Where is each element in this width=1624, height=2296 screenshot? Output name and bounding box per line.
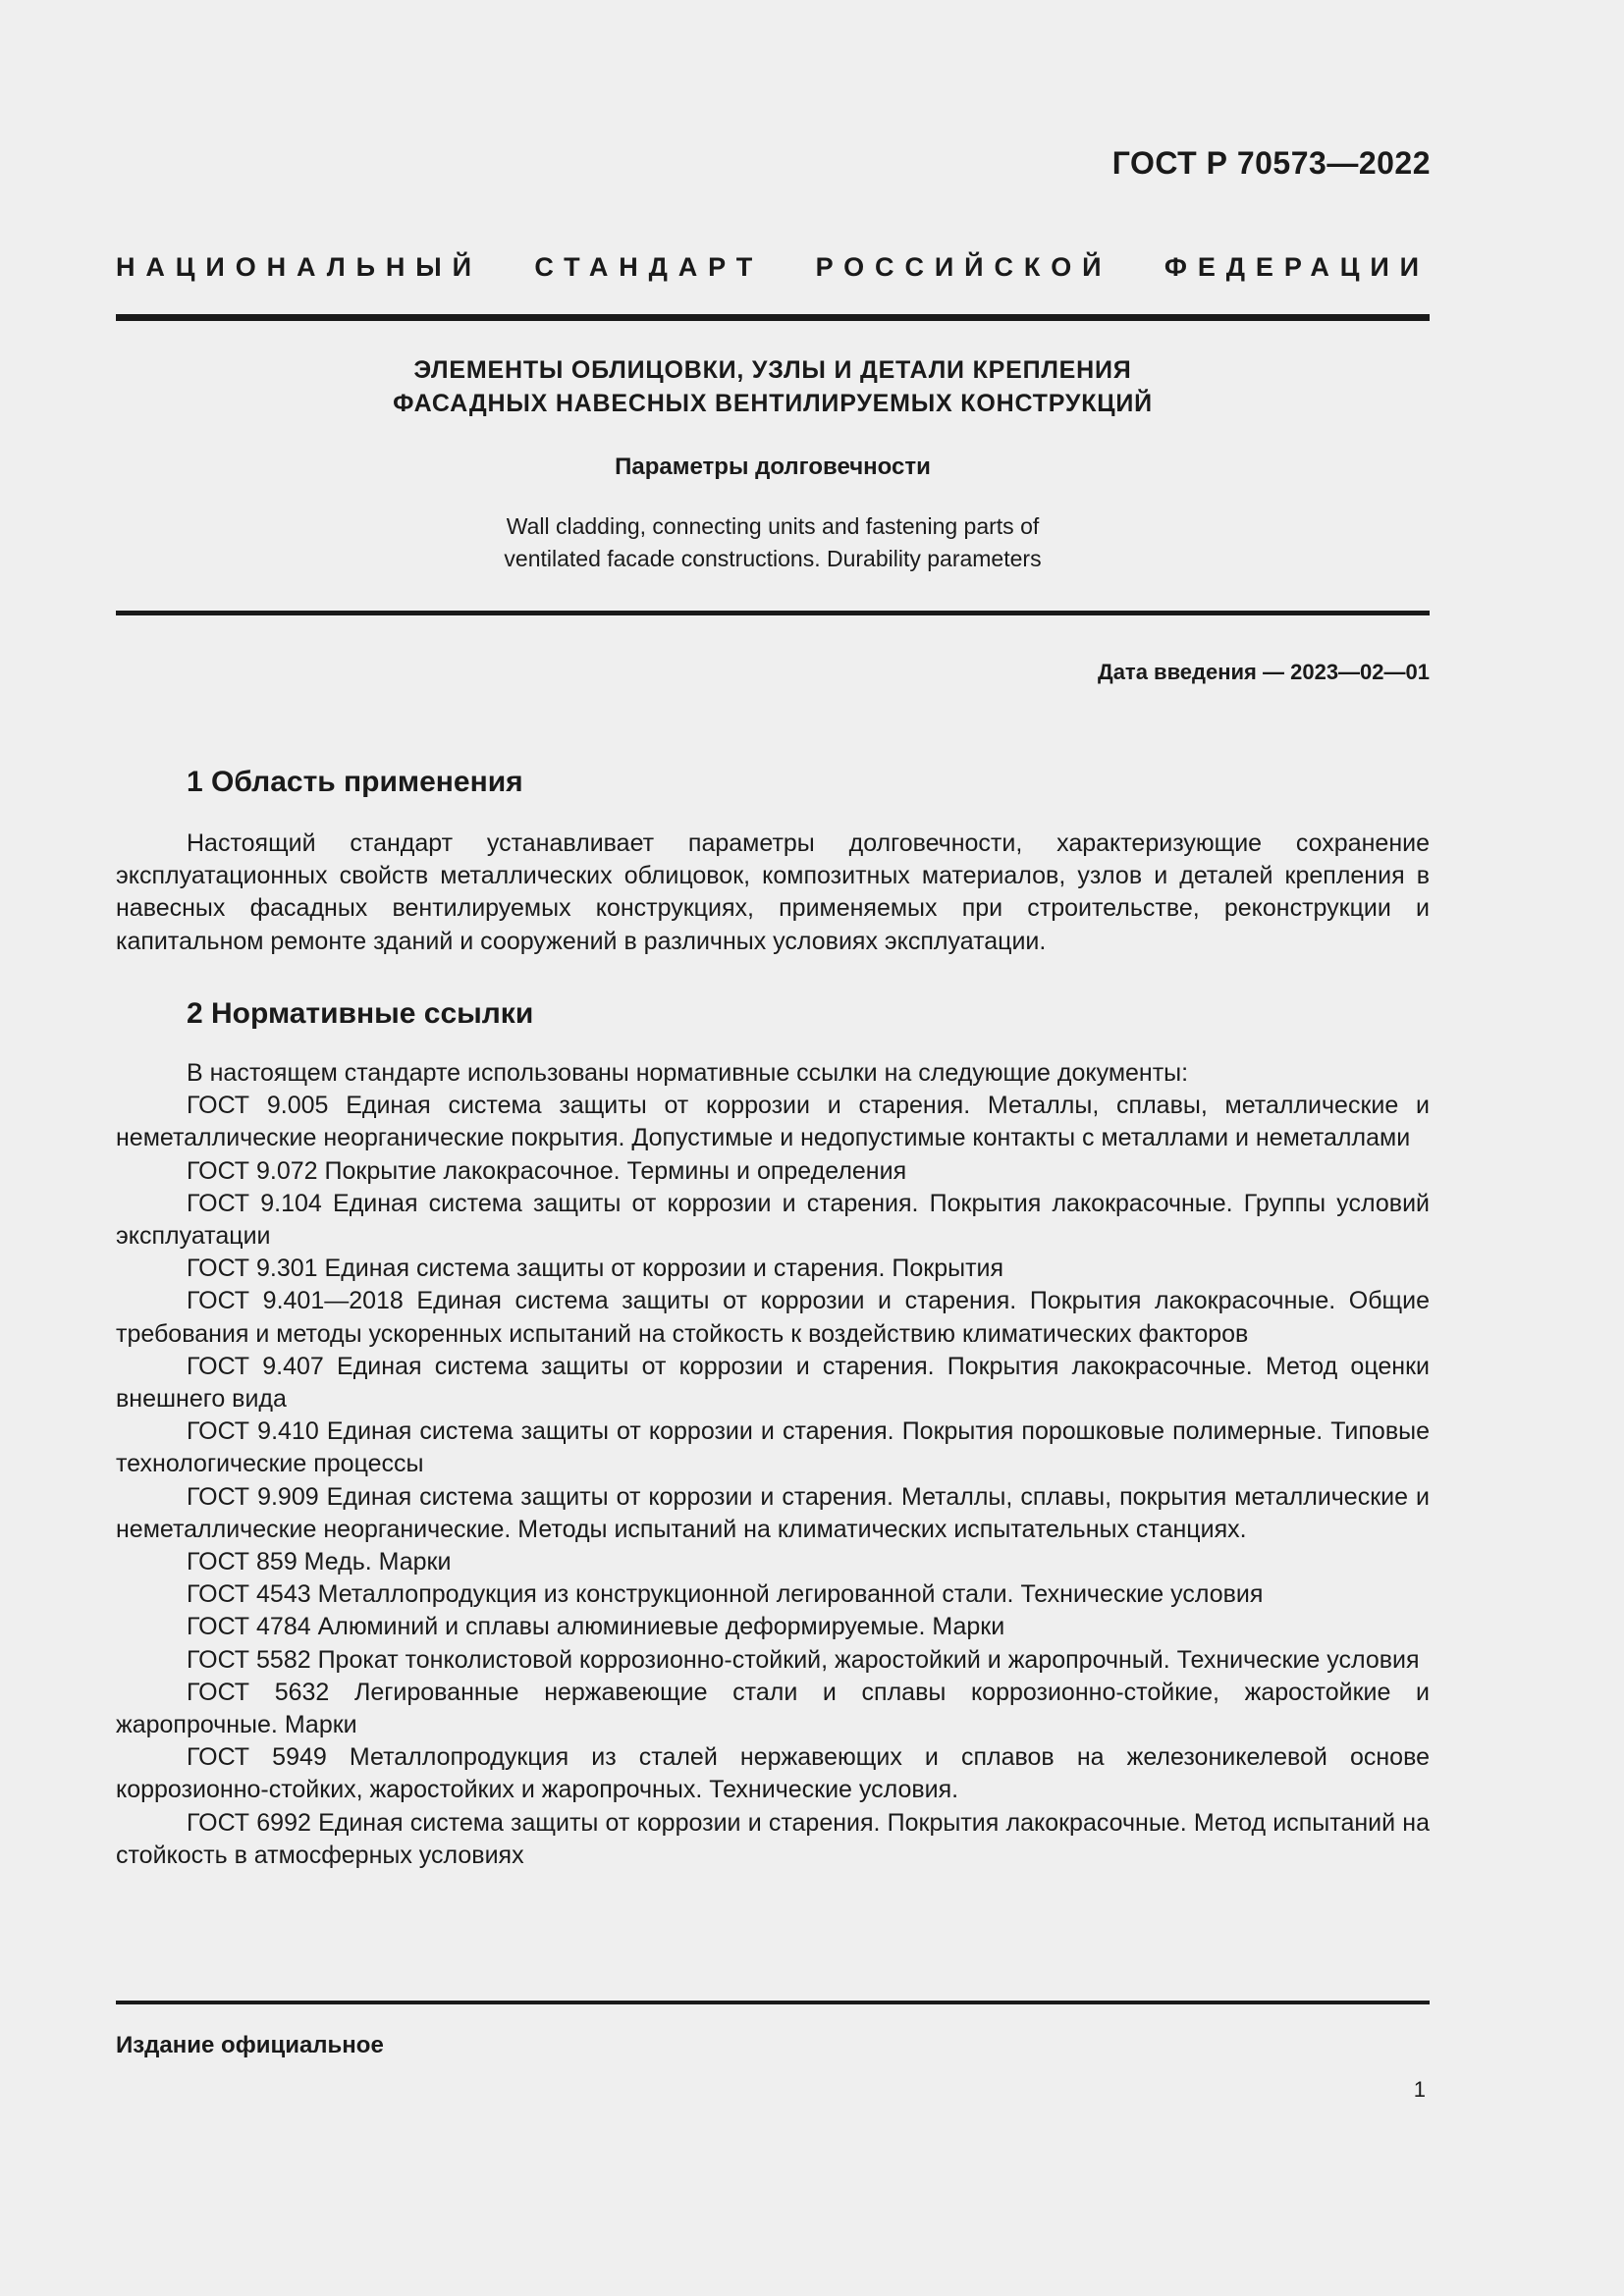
document-title: [116, 353, 1430, 420]
section-1-heading: 1 Область применения: [187, 766, 523, 798]
reference-item: ГОСТ 9.301 Единая система защиты от коррозии и старения. Покрытия: [187, 1255, 1004, 1283]
english-title-line-2: ventilated facade constructions. Durability parameters: [504, 546, 1042, 571]
reference-item: ГОСТ 9.104 Единая система защиты от коррозии и старения. Покрытия лакокрасочные. Группы условий эксплуатации: [116, 1189, 1430, 1251]
reference-item: ГОСТ 9.410 Единая система защиты от коррозии и старения. Покрытия порошковые полимерные. Типовые технологические процессы: [116, 1417, 1430, 1478]
reference-item: ГОСТ 9.005 Единая система защиты от коррозии и старения. Металлы, сплавы, металлические и неметаллические неорганические покрытия. Допустимые и недопустимые контакты с металлами и неметаллами: [116, 1092, 1430, 1152]
reference-item: ГОСТ 5582 Прокат тонколистовой коррозионно-стойкий, жаростойкий и жаропрочный. Технические условия: [187, 1645, 1420, 1674]
header-rule: [116, 314, 1430, 321]
english-title: [116, 510, 1430, 575]
english-title-line-1: Wall cladding, connecting units and fastening parts of: [506, 513, 1040, 539]
introduction-date: Дата введения — 2023—02—01: [1098, 660, 1430, 684]
section-1-paragraph: Настоящий стандарт устанавливает параметры долговечности, характеризующие сохранение эксплуатационных свойств металлических облицовок, композитных материалов, узлов и деталей крепления в навесных фасадных вентилируемых конструкциях, применяемых при строительстве, реконструкции и капитальном ремонте зданий и сооружений в различных условиях эксплуатации.: [116, 829, 1430, 955]
title-line-2: ФАСАДНЫХ НАВЕСНЫХ ВЕНТИЛИРУЕМЫХ КОНСТРУКЦИЙ: [393, 390, 1153, 417]
reference-item: ГОСТ 6992 Единая система защиты от коррозии и старения. Покрытия лакокрасочные. Метод испытаний на стойкость в атмосферных условиях: [116, 1808, 1430, 1869]
reference-item: ГОСТ 5949 Металлопродукция из сталей нержавеющих и сплавов на железоникелевой основе коррозионно-стойких, жаростойких и жаропрочных. Технические условия.: [116, 1743, 1430, 1804]
reference-item: ГОСТ 859 Медь. Марки: [187, 1548, 452, 1576]
section-1-body: [116, 828, 1430, 958]
reference-item: ГОСТ 9.401—2018 Единая система защиты от коррозии и старения. Покрытия лакокрасочные. Общие требования и методы ускоренных испытаний на стойкость к воздействию климатических факторов: [116, 1287, 1430, 1348]
reference-item: ГОСТ 9.909 Единая система защиты от коррозии и старения. Металлы, сплавы, покрытия металлические и неметаллические неорганические. Методы испытаний на климатических испытательных станциях.: [116, 1482, 1430, 1543]
reference-item: ГОСТ 4784 Алюминий и сплавы алюминиевые деформируемые. Марки: [187, 1613, 1005, 1641]
section-2-body: [116, 1057, 1430, 1872]
reference-item: В настоящем стандарте использованы нормативные ссылки на следующие документы:: [187, 1059, 1189, 1087]
national-standard-caption: НАЦИОНАЛЬНЫЙ СТАНДАРТ РОССИЙСКОЙ ФЕДЕРАЦИИ: [116, 252, 1430, 282]
reference-item: ГОСТ 9.072 Покрытие лакокрасочное. Термины и определения: [187, 1156, 907, 1185]
page-number: 1: [1413, 2077, 1426, 2102]
document-subtitle: Параметры долговечности: [615, 454, 931, 480]
title-rule: [116, 611, 1430, 615]
reference-item: ГОСТ 4543 Металлопродукция из конструкционной легированной стали. Технические условия: [187, 1580, 1264, 1609]
title-line-1: ЭЛЕМЕНТЫ ОБЛИЦОВКИ, УЗЛЫ И ДЕТАЛИ КРЕПЛЕНИЯ: [413, 356, 1132, 384]
official-edition-label: Издание официальное: [116, 2032, 384, 2058]
reference-item: ГОСТ 9.407 Единая система защиты от коррозии и старения. Покрытия лакокрасочные. Метод оценки внешнего вида: [116, 1352, 1430, 1414]
reference-item: ГОСТ 5632 Легированные нержавеющие стали и сплавы коррозионно-стойкие, жаростойкие и жаропрочные. Марки: [116, 1678, 1430, 1739]
document-number: ГОСТ Р 70573—2022: [1111, 145, 1431, 181]
section-2-heading: 2 Нормативные ссылки: [187, 997, 534, 1030]
footer-rule: [116, 2001, 1430, 2004]
